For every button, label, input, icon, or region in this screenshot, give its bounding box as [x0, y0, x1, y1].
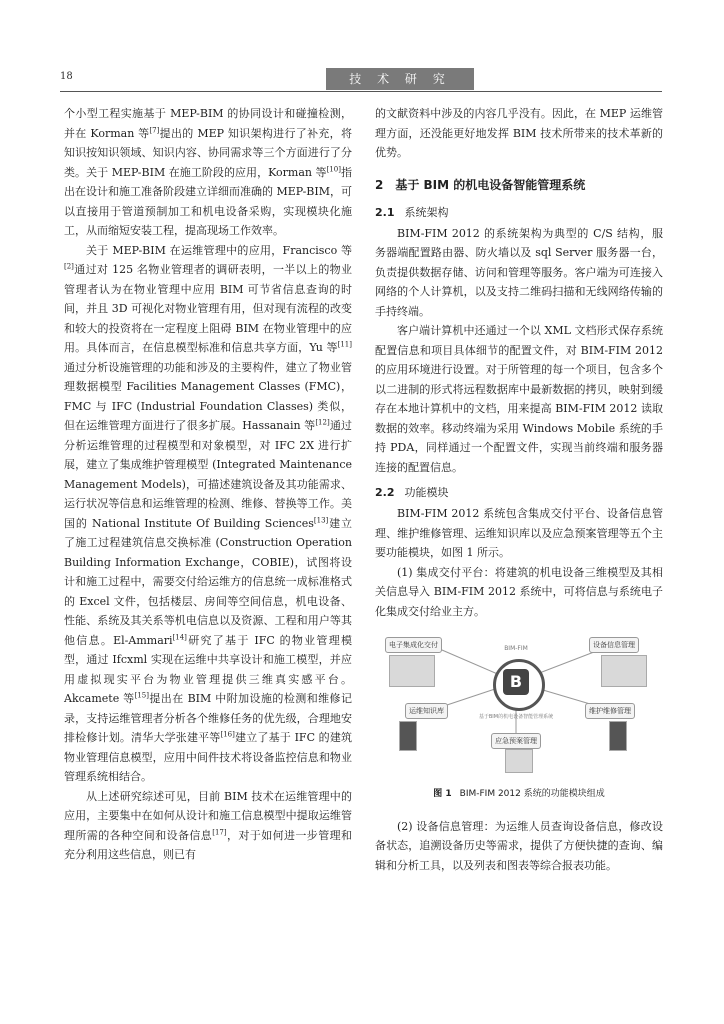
paragraph-delivery-platform: (1) 集成交付平台：将建筑的机电设备三维模型及其相关信息导入 BIM-FIM 2012 系统中，可将信息与系统电子化集成交付给业主方。 [375, 565, 663, 618]
citation-7: [7] [149, 125, 160, 134]
citation-17: [17] [212, 827, 227, 836]
paragraph-operations-review: 关于 MEP-BIM 在运维管理中的应用，Francisco 等[2]通过对 125 名物业管理者的调研表明，一半以上的物业管理者认为在物业管理中应用 BIM 可节省信息查询的时间，并且 3D 可视化对物业管理有用，但对现有流程的改变和较大的投资将在一定程度上阻碍 BIM 在物业管理中的应用。具体而言，在信息模型标准和信息共享方面，Yu 等[11]通过分析设施管理的功能和涉及的主要构件，建立了物业管理数据模型 Facilities Management Classes (FMC)，FMC 与 IFC (Industrial Foundation Classes) 类似，但在运维管理方面进行了很多扩展。Hassanain 等[12]通过分析运维管理的过程模型和对象模型，对 IFC 2X 进行扩展，建立了集成维护管理模型 (Integrated Maintenance Management Models)，可描述建筑设备及其功能需求、运行状况等信息和运维管理的检测、维修、替换等工作。美国的 National Institute Of Building Sciences[13]建立了施工过程建筑信息交换标准 (Construction Operation Building Information Exchange，COBIE)，试图将设计和施工过程中，需要交付给运维方的信息统一成标准格式的 Excel 文件，包括楼层、房间等空间信息，机电设备、性能、系统及其关系等机电信息以及资源、工程和用户等其他信息。El-Ammari[14]研究了基于 IFC 的物业管理模型，通过 Ifcxml 实现在运维中共享设计和施工模型，并应用虚拟现实平台为物业管理提供三维真实感平台。Akcamete 等[15]提出在 BIM 中附加设施的检测和维修记录，支持运维管理者分析各个维修任务的优先级，合理地安排检修计划。清华大学张建平等[16]建立了基于 IFC 的建筑物业管理信息模型，应用中间件技术将设备监控信息和物业管理系统相结合。 [64, 243, 353, 783]
handheld-device-image [399, 721, 417, 751]
right-column [375, 104, 663, 875]
section-2-heading: 2 基于 BIM 的机电设备智能管理系统 [375, 177, 586, 192]
subsection-2-1-heading: 2.1 系统架构 [375, 205, 449, 219]
journal-section-label: 技 术 研 究 [326, 68, 474, 90]
emergency-screenshot-image [505, 749, 533, 773]
module-knowledge-base: 运维知识库 [405, 703, 448, 719]
citation-10: [10] [326, 164, 341, 173]
citation-13: [13] [313, 515, 329, 524]
page-number: 18 [60, 71, 73, 82]
module-integrated-delivery: 电子集成化交付 [385, 637, 442, 653]
module-emergency-plan: 应急预案管理 [491, 733, 541, 749]
paragraph-summary: 从上述研究综述可见，目前 BIM 技术在运维管理中的应用，主要集中在如何从设计和施工信息模型中提取运维管理所需的各种空间和设备信息[17]，对于如何进一步管理和充分利用这些信息，则已有 [64, 789, 353, 861]
equipment-screenshot-image [601, 655, 647, 687]
citation-14: [14] [172, 632, 187, 641]
citation-16: [16] [220, 730, 235, 739]
paragraph-continuation: 的文献资料中涉及的内容几乎没有。因此，在 MEP 运维管理方面，还没能更好地发挥 BIM 技术所带来的技术革新的优势。 [375, 107, 663, 159]
delivery-screenshot-image [389, 655, 435, 687]
pda-device-image [609, 721, 627, 751]
paragraph-architecture: BIM-FIM 2012 的系统架构为典型的 C/S 结构，服务器端配置路由器、防火墙以及 sql Server 服务器一台，负责提供数据存储、访问和管理等服务。客户端为可连接入网络的个人计算机，以及支持二维码扫描和无线网络传输的手持终端。 [375, 226, 663, 318]
subsection-2-2-heading: 2.2 功能模块 [375, 486, 449, 499]
citation-2: [2] [64, 262, 74, 271]
figure-1-caption: 图 1 BIM-FIM 2012 系统的功能模块组成 [433, 789, 605, 799]
figure-small-title: BIM-FIM [504, 645, 528, 652]
citation-15: [15] [134, 691, 149, 700]
paragraph-modules: BIM-FIM 2012 系统包含集成交付平台、设备信息管理、维护维修管理、运维知识库以及应急预案管理等五个主要功能模块，如图 1 所示。 [375, 507, 663, 559]
logo-subtitle: 基于BIM的机电设备智能管理系统 [478, 714, 554, 720]
system-logo-icon: B [503, 669, 529, 695]
paragraph-equipment-info: (2) 设备信息管理：为运维人员查询设备信息，修改设备状态，追溯设备历史等需求，提供了方便快捷的查询、编辑和分析工具，以及列表和图表等综合报表功能。 [375, 819, 663, 872]
left-column [64, 104, 352, 865]
header-rule [60, 91, 662, 92]
module-equipment-info: 设备信息管理 [589, 637, 639, 653]
paragraph-client-config: 客户端计算机中还通过一个以 XML 文档形式保存系统配置信息和项目具体细节的配置文件，对 BIM-FIM 2012 的应用环境进行设置。对于所管理的每一个项目，包含多个以二进制的形式将远程数据库中最新数据的拷贝，映射到缓存在本地计算机中的文档，用来提高 BIM-FIM 2012 读取数据的效率。移动终端为采用 Windows Mobile 系统的手持 PDA，同样通过一个配置文件，实现当前终端和服务器连接的配置信息。 [375, 324, 663, 474]
figure-1-module-diagram [375, 629, 663, 779]
paragraph-intro-mep: 个小型工程实施基于 MEP-BIM 的协同设计和碰撞检测，并在 Korman 等[7]提出的 MEP 知识架构进行了补充，将知识按知识领域、知识内容、协同需求等三个方面进行了分类。关于 MEP-BIM 在施工阶段的应用，Korman 等[10]指出在设计和施工准备阶段建立详细而准确的 MEP-BIM，可以直接用于管道预制加工和机电设备采购，实现模块化施工，从而缩短安装工程，提高现场工作效率。 [64, 107, 352, 237]
citation-12: [12] [315, 418, 330, 427]
module-maintenance: 维护维修管理 [585, 703, 635, 719]
page-header [60, 68, 662, 90]
citation-11: [11] [337, 340, 352, 349]
